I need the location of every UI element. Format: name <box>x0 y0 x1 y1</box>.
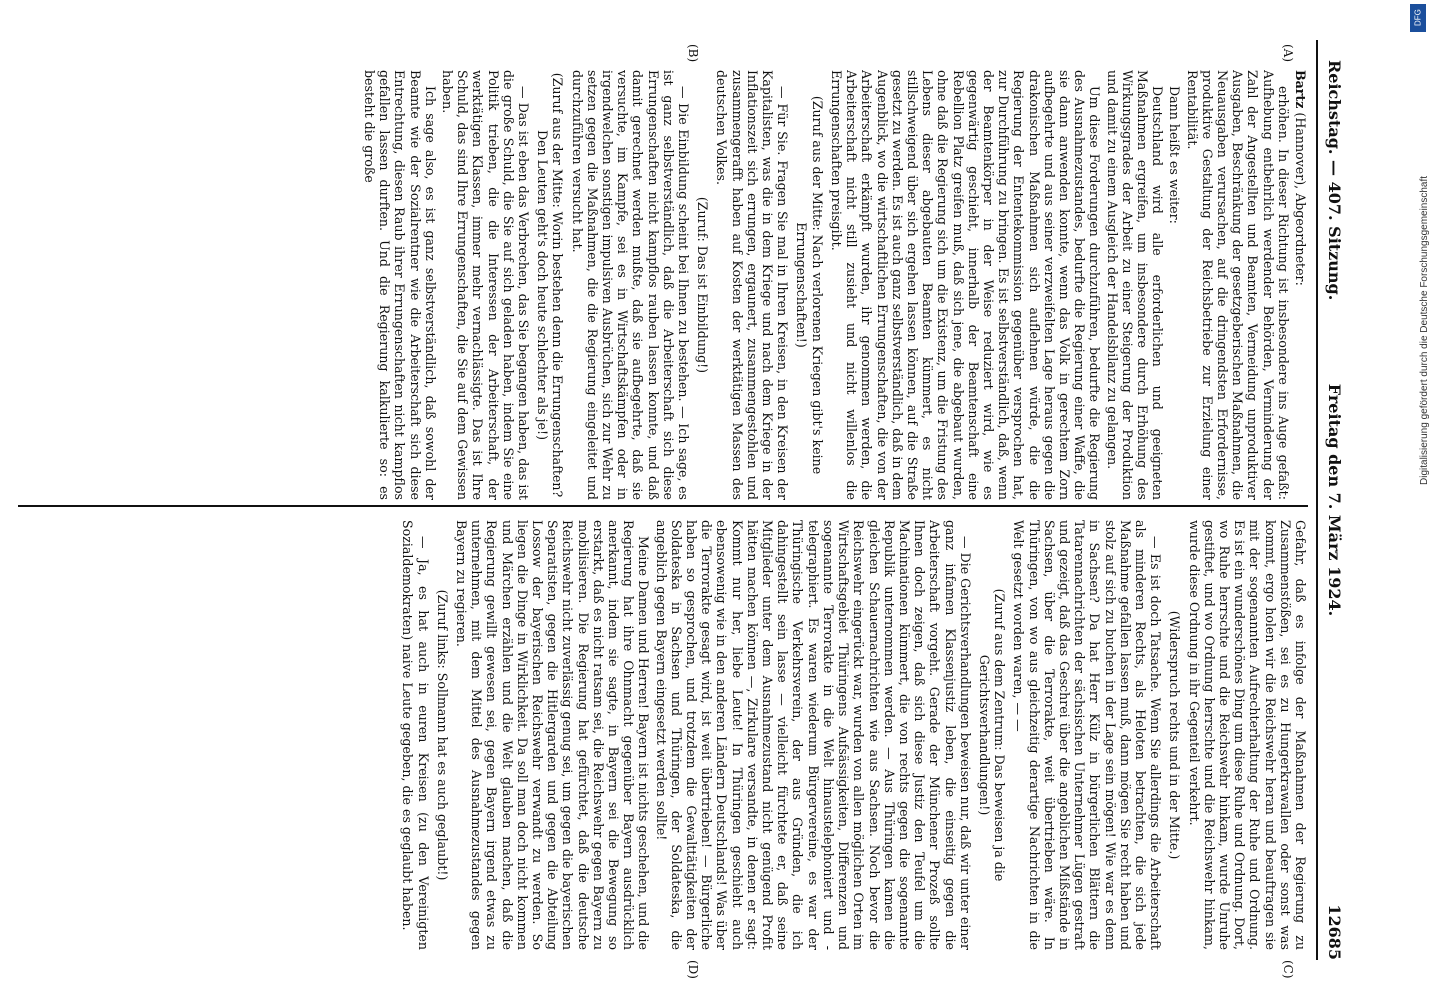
interjection: (Zuruf aus der Mitte: Worin bestehen denn die Errungenschaften? Den Leuten geht's doch heute schlechter als je!) <box>535 72 566 498</box>
paragraph: Gefahr, daß es infolge der Maßnahmen der Regierung zu Zusammenstößen, sei es zu Hungerkrawallen oder sonst was kommt, ergo holen wir die Reichswehr heran und beauftragen sie mit der sogenannten Aufrechterhaltung der Ruhe und Ordnung. Es ist ein wunderschönes Ding um diese Ruhe und Ordnung. Dort, wo Ruhe herrschte und die Reichswehr hinkam, wurde Unruhe gestiftet, und wo Ordnung herrschte und die Reichswehr hinkam, wurde diese Ordnung in ihr Gegenteil verkehrt. <box>1186 520 1308 950</box>
margin-marker-b: (B) <box>686 44 700 63</box>
interjection: (Zuruf: Das ist Einbildung!) <box>695 196 711 374</box>
interjection: (Zuruf links: Sollmann hat es auch geglaubt!) <box>434 589 450 881</box>
header-date: Freitag den 7. März 1924. <box>1325 383 1344 617</box>
paragraph: — Die Einbildung scheint bei Ihnen zu bestehen. — Ich sage, es ist ganz selbstverständlich, daß die Arbeiterschaft sich diese Errungenschaften nicht kampflos rauben lassen konnte, und daß damit gerechnet werden mußte, daß sie aufbegehrte, daß sie versuchte, im Kampfe, sei es in Wirtschaftskämpfen oder in irgendwelchen sonstigen impulsiven Ausbrüchen, sich zur Wehr zu setzen gegen die Maßnahmen, die die Regierung eingeleitet und durchzuführen versucht hat. <box>569 70 692 500</box>
paragraph: — Die Gerichtsverhandlungen beweisen nur, daß wir unter einer ganz infamen Klassenjustiz leben, die einseitig gegen die Arbeiterschaft vorgeht. Gerade der Münchener Prozeß sollte Ihnen doch zeigen, daß sich diese Justiz den Teufel um die Machinationen kümmert, die von rechts gegen die sogenannte Republik unternommen werden. — Aus Thüringen kamen die gleichen Schauernachrichten wie aus Sachsen. Noch bevor die Reichswehr eingerückt war, wurden von allen möglichen Orten im Wirtschaftsgebiet Thüringens Aufsässigkeiten, Differenzen und sogenannte Terrorakte in die Welt hinaustelephoniert und -telegraphiert. Es waren wiederum Bürgervereine, es war der Thüringische Verkehrsverein, der aus Gründen, die ich dahingestellt sein lasse — vielleicht fürchtete er, daß seine Mitglieder unter dem Ausnahmezustand nicht genügend Profit hätten machen können —, Zirkulare versandte, in denen er sagt: Kommt nur her, liebe Leute! In Thüringen geschieht auch ebensowenig wie in den anderen Ländern Deutschlands! Was über die Terrorakte gesagt wird, ist weit übertrieben! — Bürgerliche haben so gesprochen, und trotzdem die Gewalttätigkeiten der Soldateska in Sachsen und Thüringen, der Soldateska, die angeblich gegen Bayern eingesetzt werden sollte! <box>653 520 973 950</box>
speaker-name: Bartz <box>1293 70 1308 109</box>
margin-marker-a: (A) <box>1281 44 1295 63</box>
interjection: (Zuruf aus dem Zentrum: Das beweisen ja die Gerichtsverhandlungen!) <box>976 588 1008 882</box>
interjection: (Widerspruch rechts und in der Mitte.) <box>1167 610 1183 860</box>
paragraph: — Es ist doch Tatsache. Wenn Sie allerdings die Arbeiterschaft als minderen Rechts, als Heloten betrachten, die sich jede Maßnahme gefallen lassen muß, dann mögen Sie recht haben und stolz auf sich zu buchen in der Lage sein mögen! Wie war es denn in Sachsen? Da hat Herr Külz in bürgerlichen Blättern die Tatarennachrichten der sächsischen Unternehmer Lügen gestraft und gezeigt, daß das Geschrei über die angeblichen Mißstände in Sachsen, über die Terrorakte, weit übertrieben wäre. In Thüringen, von wo aus gleichzeitig derartige Nachrichten in die Welt gesetzt worden waren, — — <box>1011 520 1164 950</box>
page-number: 12685 <box>1325 904 1344 960</box>
right-column <box>18 520 1308 950</box>
paragraph: Um diese Forderungen durchzuführen, bedurfte die Regierung des Ausnahmezustandes, bedurfte die Regierung einer Waffe, die sie dann anwenden konnte, wenn das Volk in gerechtem Zorn aufbegehrte und aus seiner verzweifelten Lage heraus gegen die drakonischen Maßnahmen sich auflehnen würde, die die Regierung der Ententekommission gegenüber versprochen hat, zur Durchführung zu bringen. Es ist selbstverständlich, daß, wenn der Beamtenkörper in der Weise reduziert wird, wie es gegenwärtig geschieht, innerhalb der Beamtenschaft eine Rebellion Platz greifen muß, daß sich jene, die abgebaut wurden, ohne daß die Regierung sich um die Existenz, um die Fristung des Lebens dieser abgebauten Beamten kümmert, es nicht stillschweigend über sich ergehen lassen können, auf die Straße gesetzt zu werden. Es ist auch ganz selbstverständlich, daß in dem Augenblick, wo die wirtschaftlichen Errungenschaften, die von der Arbeiterschaft erkämpft wurden, ihr genommen werden, die Arbeiterschaft nicht still zusieht und nicht willenlos die Errungenschaften preisgibt. <box>828 70 1103 500</box>
paragraph: erhöhen. In dieser Richtung ist insbesondere ins Auge gefaßt: Aufhebung entbehrlich werdender Behörden, Verminderung der Zahl der Angestellten und Beamten, Vermeidung unproduktiver Ausgaben, Beschränkung der gesetzgeberischen Maßnahmen, die Neuausgaben verursachen, auf die dringendsten Erfordernisse, produktive Gestaltung der Reichsbetriebe zur Erzielung einer Rentabilität. <box>1184 70 1291 500</box>
margin-marker-d: (D) <box>686 960 700 979</box>
digitization-credit: Digitalisierung gefördert durch die Deutsche Forschungsgemeinschaft <box>1419 175 1430 485</box>
speaker-suffix: (Hannover), Abgeordneter: <box>1293 108 1308 286</box>
dfg-logo: DFG <box>1410 4 1426 32</box>
paragraph: — Für Sie. Fragen Sie mal in Ihren Kreisen, in den Kreisen der Kapitalisten, was die in dem Kriege und nach dem Kriege in der Inflationszeit sich errungen, ergaunert, zusammengestohlen und zusammengerafft haben auf Kosten der werktätigen Massen des deutschen Volkes. <box>714 70 791 500</box>
paragraph: Meine Damen und Herren! Bayern ist nichts geschehen, und die Regierung hat ihre Ohnmacht gegenüber Bayern ausdrücklich anerkannt, indem sie sagte, in Bayern sei die Bewegung so erstarkt, daß es nicht ratsam sei, die Reichswehr gegen Bayern zu mobilisieren. Die Regierung hat gefürchtet, daß die deutsche Reichswehr nicht zuverlässig genug sei, um gegen die bayerischen Separatisten, gegen die Hitlergarden und gegen die Abteilung Lossow der bayerischen Reichswehr verwandt zu werden. So liegen die Dinge in Wirklichkeit. Da soll man doch nicht kommen und Märchen erzählen und die Welt glauben machen, daß die Regierung gewillt gewesen sei, gegen Bayern irgend etwas zu unternehmen, mit dem Mittel des Ausnahmezustandes gegen Bayern zu regieren. <box>454 520 652 950</box>
interjection: (Zuruf aus der Mitte: Nach verlorenen Kriegen gibt's keine Errungenschaften!) <box>794 95 825 475</box>
header-rule <box>1316 40 1318 960</box>
paragraph: — Das ist eben das Verbrechen, das Sie begangen haben, das ist die große Schuld, die Sie auf sich geladen haben, indem Sie eine Politik trieben, die die Interessen der Arbeiterschaft, der werktätigen Klassen, immer mehr vernachlässigte. Das ist Ihre Schuld, das sind Ihre Errungenschaften, die Sie auf dem Gewissen haben. <box>440 70 532 500</box>
paragraph: Dann heißt es weiter: <box>1167 86 1183 224</box>
quoted-paragraph: Deutschland wird alle erforderlichen und geeigneten Maßnahmen ergreifen, um insbesondere durch Erhöhung des Wirkungsgrades der Arbeit zu einer Steigerung der Produktion und damit zu einem Ausgleich der Handelsbilanz zu gelangen. <box>1104 70 1166 500</box>
speaker-line <box>1293 70 1308 500</box>
left-column <box>18 70 1308 500</box>
paragraph: — Ja, es hat auch in euren Kreisen (zu den Vereinigten Sozialdemokraten) naive Leute gegeben, die es geglaubt haben. <box>400 520 431 950</box>
page-header <box>1316 40 1352 960</box>
column-rule <box>18 505 1308 507</box>
header-left: Reichstag. — 407. Sitzung. <box>1325 60 1344 301</box>
digitization-sidebar <box>1410 0 1430 1000</box>
margin-marker-c: (C) <box>1281 960 1295 979</box>
paragraph: Ich sage also, es ist ganz selbstverständlich, daß sowohl der Beamte wie der Sozialrentner wie die Arbeiterschaft sich diese Entrechtung, diesen Raub ihrer Errungenschaften nicht kampflos gefallen lassen durften. Und die Regierung kalkulierte so: es besteht die große <box>362 70 438 500</box>
